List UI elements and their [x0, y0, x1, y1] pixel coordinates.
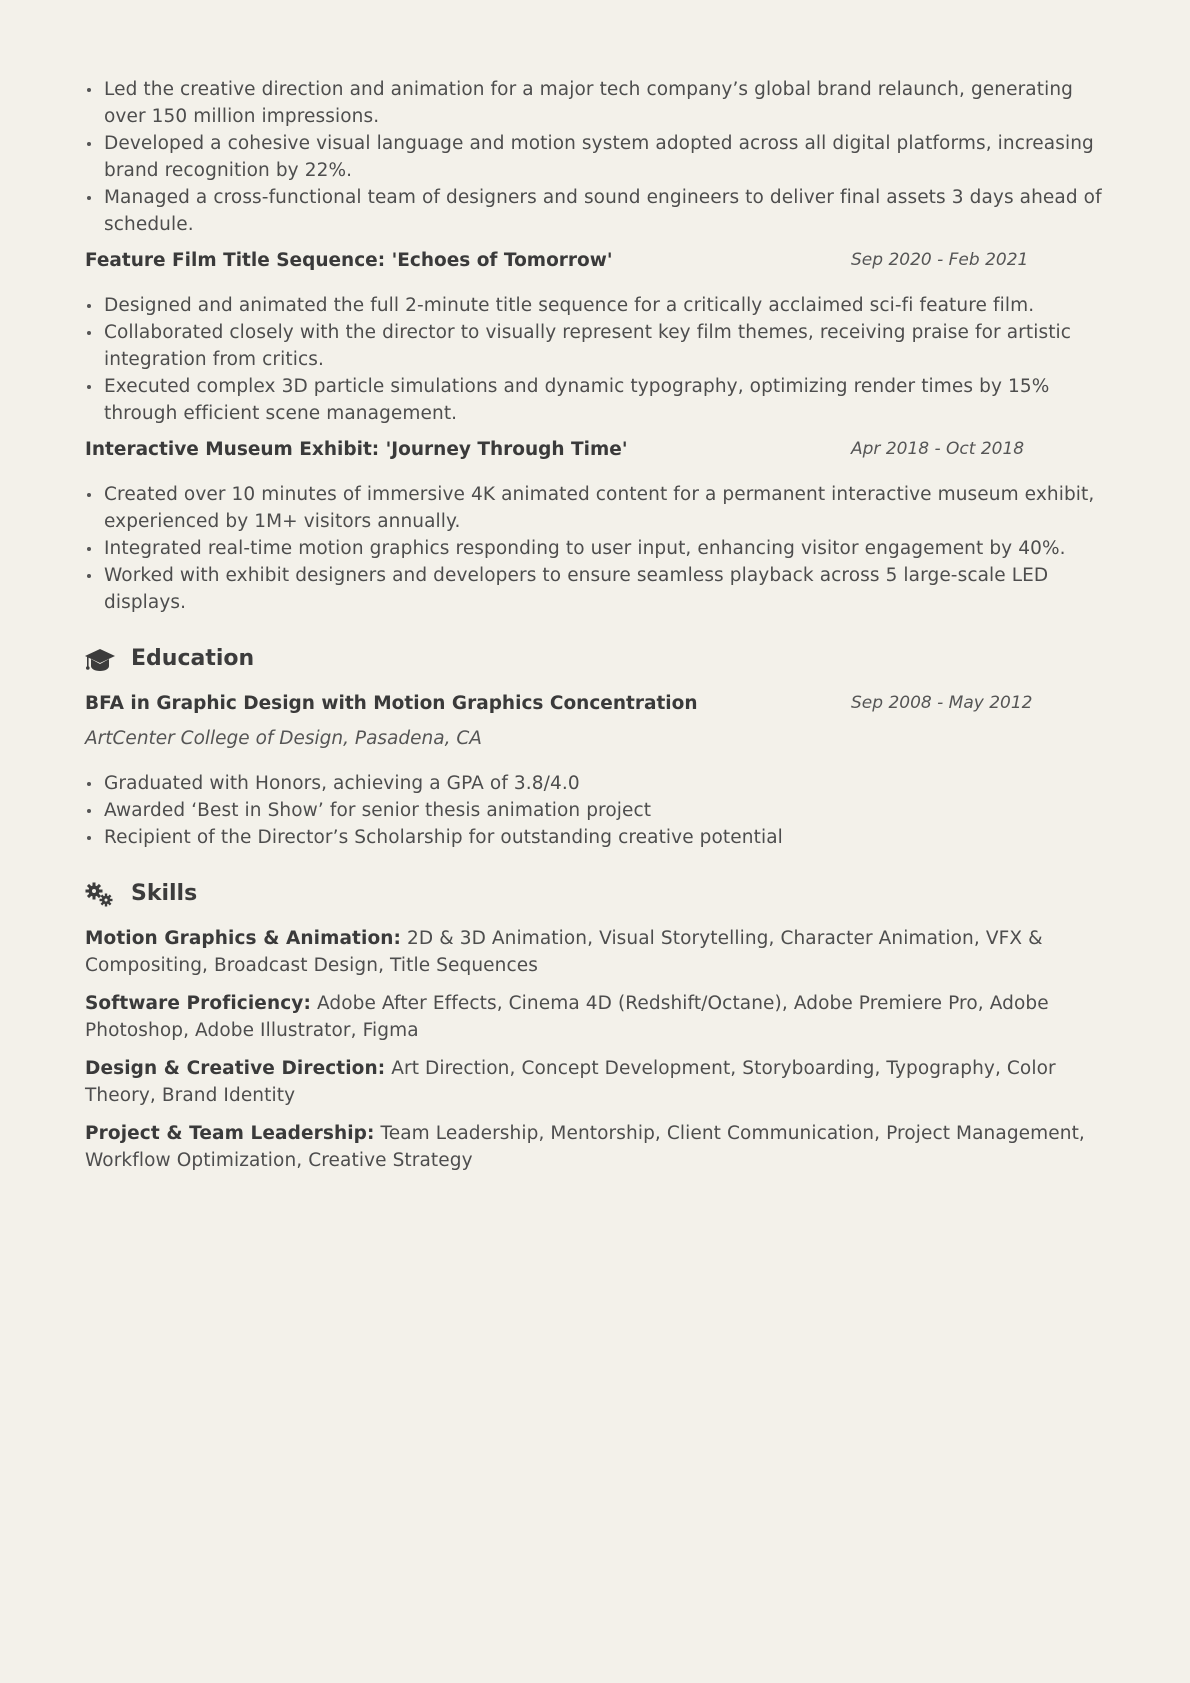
- list-item: Created over 10 minutes of immersive 4K animated content for a permanent interactive museum exhibit, experienced by 1M+ visitors annually.: [85, 481, 1105, 535]
- experience-bullet-list: [85, 76, 1105, 238]
- skills-section-heading: [85, 877, 1105, 911]
- list-item: Executed complex 3D particle simulations and dynamic typography, optimizing render times by 15% through efficient scene management.: [85, 373, 1105, 427]
- resume-page: [85, 76, 1105, 1185]
- degree-header: [85, 690, 1105, 717]
- section-title: Education: [131, 646, 255, 671]
- skill-group: [85, 1120, 1105, 1174]
- project-bullet-list: [85, 481, 1105, 616]
- project-header: [85, 436, 1105, 463]
- gears-icon: [85, 882, 115, 908]
- list-item: Graduated with Honors, achieving a GPA of 3.8/4.0: [85, 770, 1105, 797]
- education-section-heading: [85, 642, 1105, 676]
- list-item: Recipient of the Director’s Scholarship for outstanding creative potential: [85, 824, 1105, 851]
- skill-group-items: Art Direction, Concept Development, Storyboarding, Typography, Color Theory, Brand Identity: [85, 1058, 1056, 1106]
- project-bullet-list: [85, 292, 1105, 427]
- skill-group-items: 2D & 3D Animation, Visual Storytelling, Character Animation, VFX & Compositing, Broadcast Design, Title Sequences: [85, 928, 1043, 976]
- project-title: Feature Film Title Sequence: 'Echoes of Tomorrow': [85, 250, 613, 271]
- list-item: Awarded ‘Best in Show’ for senior thesis animation project: [85, 797, 1105, 824]
- list-item: Managed a cross-functional team of designers and sound engineers to deliver final assets 3 days ahead of schedule.: [85, 184, 1105, 238]
- skill-group: [85, 990, 1105, 1044]
- institution-name: ArtCenter College of Design, Pasadena, CA: [85, 728, 482, 749]
- skill-group: [85, 1055, 1105, 1109]
- degree-date: Sep 2008 - May 2012: [851, 693, 1033, 713]
- project-date: Sep 2020 - Feb 2021: [851, 250, 1029, 270]
- list-item: Designed and animated the full 2-minute title sequence for a critically acclaimed sci-fi feature film.: [85, 292, 1105, 319]
- skill-group-label: Motion Graphics & Animation:: [85, 928, 402, 949]
- education-bullet-list: [85, 770, 1105, 851]
- list-item: Collaborated closely with the director to visually represent key film themes, receiving praise for artistic integration from critics.: [85, 319, 1105, 373]
- list-item: Worked with exhibit designers and developers to ensure seamless playback across 5 large-scale LED displays.: [85, 562, 1105, 616]
- project-header: [85, 247, 1105, 274]
- skill-group-label: Project & Team Leadership:: [85, 1123, 375, 1144]
- skill-group-label: Software Proficiency:: [85, 993, 311, 1014]
- list-item: Led the creative direction and animation for a major tech company’s global brand relaunch, generating over 150 million impressions.: [85, 76, 1105, 130]
- list-item: Developed a cohesive visual language and motion system adopted across all digital platforms, increasing brand recognition by 22%.: [85, 130, 1105, 184]
- project-title: Interactive Museum Exhibit: 'Journey Through Time': [85, 439, 628, 460]
- list-item: Integrated real-time motion graphics responding to user input, enhancing visitor engagement by 40%.: [85, 535, 1105, 562]
- project-date: Apr 2018 - Oct 2018: [851, 439, 1025, 459]
- degree-title: BFA in Graphic Design with Motion Graphics Concentration: [85, 693, 698, 714]
- graduation-cap-icon: [85, 647, 115, 673]
- skill-group: [85, 925, 1105, 979]
- skill-group-items: Team Leadership, Mentorship, Client Communication, Project Management, Workflow Optimization, Creative Strategy: [85, 1123, 1085, 1171]
- skill-group-label: Design & Creative Direction:: [85, 1058, 386, 1079]
- section-title: Skills: [131, 881, 198, 906]
- skill-group-items: Adobe After Effects, Cinema 4D (Redshift/Octane), Adobe Premiere Pro, Adobe Photoshop, Adobe Illustrator, Figma: [85, 993, 1049, 1041]
